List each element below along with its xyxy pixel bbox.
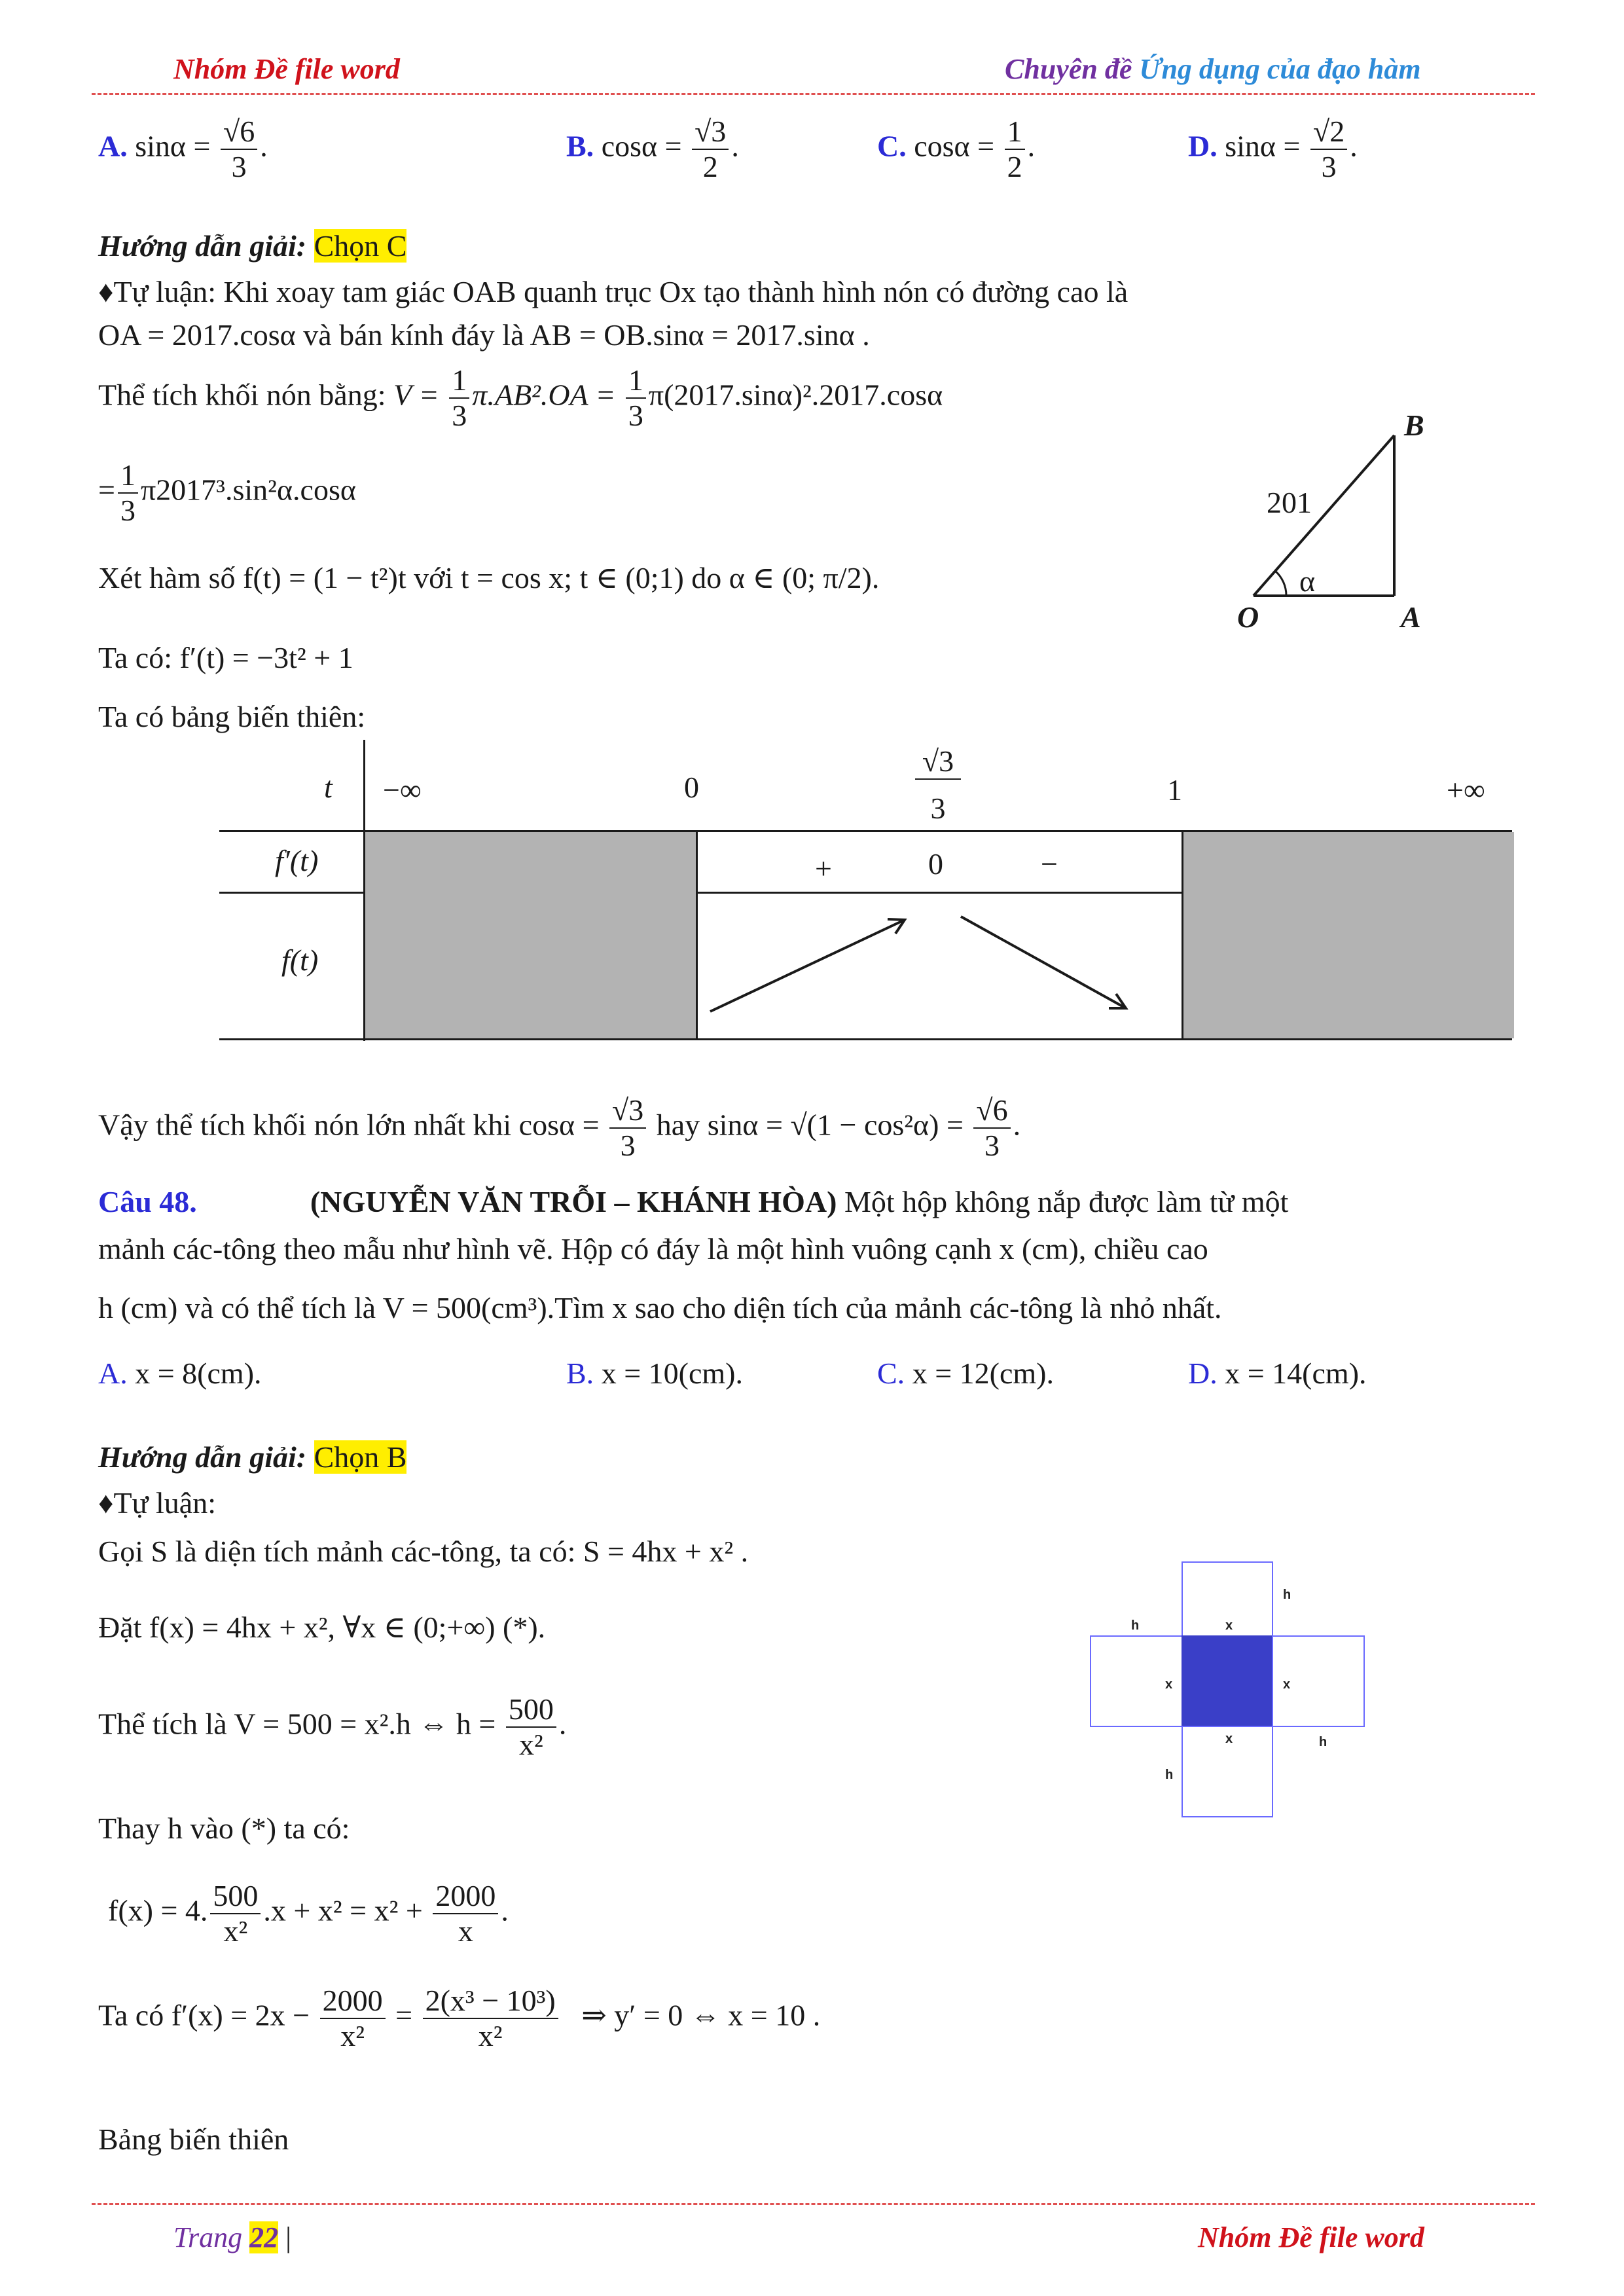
q48-line2: mảnh các-tông theo mẫu như hình vẽ. Hộp có đáy là một hình vuông cạnh x (cm), chiều cao bbox=[98, 1232, 1208, 1266]
sol47-line3c: π.AB².OA = bbox=[472, 378, 616, 412]
frac-h-den: x² bbox=[518, 1728, 543, 1761]
sol47-line3a: Thể tích khối nón bằng: bbox=[98, 378, 386, 412]
answer-b-text: cosα = bbox=[601, 129, 682, 163]
net-label-h-top: h bbox=[1283, 1588, 1291, 1602]
frac6b-num: 2000 bbox=[433, 1879, 498, 1914]
footer-page-prefix: Trang bbox=[173, 2221, 250, 2253]
sol47-title: Hướng dẫn giải: bbox=[98, 229, 307, 263]
vertex-o: O bbox=[1237, 600, 1259, 634]
q48-answer-d bbox=[1188, 1355, 1367, 1392]
answer-c-label: C. bbox=[877, 129, 907, 163]
answer-b-fraction bbox=[692, 115, 729, 184]
net-label-x-left: x bbox=[1165, 1677, 1173, 1692]
table1-gray-left bbox=[365, 832, 698, 1038]
q47-answer-d: D. sinα = $\frac{√2}{3}$ . bbox=[1188, 115, 1358, 183]
frac7b-den: x² bbox=[478, 2019, 503, 2052]
sol47-line2: OA = 2017.cosα và bán kính đáy là AB = OB.sinα = 2017.sinα . bbox=[98, 318, 870, 352]
net-label-x-bottom: x bbox=[1225, 1732, 1233, 1746]
conclusion-frac1 bbox=[609, 1093, 646, 1163]
q48-c-text: x = 12(cm). bbox=[912, 1357, 1054, 1390]
q48-line1-rest: Một hộp không nắp được làm từ một bbox=[844, 1185, 1289, 1218]
sol47-heading bbox=[98, 228, 406, 264]
frac2-num: 1 bbox=[626, 363, 646, 399]
table1-row-fp: f′(t) bbox=[275, 844, 319, 877]
net-label-x-right: x bbox=[1283, 1677, 1291, 1692]
vertex-a: A bbox=[1401, 600, 1421, 634]
sol48-frac-h bbox=[506, 1692, 556, 1762]
net-label-x-top: x bbox=[1225, 1618, 1233, 1633]
q48-answer-b bbox=[566, 1355, 743, 1392]
t-value-1: 1 bbox=[1167, 773, 1182, 807]
sol48-frac6a bbox=[210, 1879, 261, 1948]
sol47-line7: Ta có bảng biến thiên: bbox=[98, 700, 366, 733]
fp-zero: 0 bbox=[928, 847, 943, 881]
q48-source: (NGUYỄN VĂN TRỖI – KHÁNH HÒA) bbox=[310, 1185, 837, 1218]
answer-a-num: √6 bbox=[221, 115, 257, 150]
sol47-line4-text: π2017³.sin²α.cosα bbox=[140, 473, 356, 507]
answer-a-den: 3 bbox=[231, 150, 247, 183]
q48-d-label: D. bbox=[1188, 1357, 1218, 1390]
net-base bbox=[1182, 1635, 1273, 1727]
frac6a-num: 500 bbox=[210, 1879, 261, 1914]
answer-b-num: √3 bbox=[692, 115, 729, 150]
header-right-highlight: Ứng dụng của đạo hàm bbox=[1139, 53, 1421, 85]
answer-c-den: 2 bbox=[1007, 150, 1022, 183]
sol48-choice: Chọn B bbox=[314, 1440, 407, 1474]
sol48-line6: f(x) = 4. $\frac{500}{\text{x²}}$ .x + x² = x² + $\frac{2000}{x}$ . bbox=[108, 1879, 509, 1948]
frac7a-den: x² bbox=[340, 2019, 365, 2052]
answer-c-text: cosα = bbox=[914, 129, 995, 163]
q48-a-label: A. bbox=[98, 1357, 128, 1390]
answer-c-fraction bbox=[1005, 115, 1025, 184]
answer-a-text: sinα = bbox=[135, 129, 211, 163]
answer-d-num: √2 bbox=[1310, 115, 1347, 150]
cfrac1-den: 3 bbox=[620, 1129, 636, 1162]
sol47-conclusion: Vậy thể tích khối nón lớn nhất khi cosα = $\frac{√3}{3}$ hay sinα = √(1 − cos²α) = $\frac{√6}{3}$ . bbox=[98, 1093, 1021, 1162]
answer-d-label: D. bbox=[1188, 129, 1218, 163]
footer-sep: | bbox=[285, 2221, 291, 2253]
sol48-frac7a bbox=[320, 1984, 386, 2053]
answer-a-label: A. bbox=[98, 129, 128, 163]
q48-d-text: x = 14(cm). bbox=[1225, 1357, 1367, 1390]
frac3-den: 3 bbox=[120, 494, 135, 527]
table1-hline3 bbox=[219, 1038, 1512, 1040]
sol48-line5: Thay h vào (*) ta có: bbox=[98, 1812, 350, 1845]
sol47-frac2 bbox=[626, 363, 646, 433]
net-label-h-bottom: h bbox=[1165, 1768, 1174, 1782]
sol48-line7-eq: = bbox=[395, 1998, 413, 2032]
q48-b-label: B. bbox=[566, 1357, 594, 1390]
t-value-pos-inf: +∞ bbox=[1447, 773, 1485, 807]
frac2-den: 3 bbox=[628, 399, 643, 432]
angle-arc bbox=[1275, 571, 1286, 596]
frac-h-num: 500 bbox=[506, 1692, 556, 1728]
table1-row-t: t bbox=[324, 771, 333, 804]
arrow-down bbox=[961, 917, 1126, 1008]
cfrac2-den: 3 bbox=[984, 1129, 1000, 1162]
sol48-line3: Đặt f(x) = 4hx + x², ∀x ∈ (0;+∞) (*). bbox=[98, 1611, 546, 1644]
t-value-0: 0 bbox=[684, 771, 699, 804]
sol48-line7b: ⇒ y′ = 0 ⇔ x = 10 . bbox=[581, 1998, 821, 2032]
frac1-num: 1 bbox=[449, 363, 469, 399]
table1-gray-right bbox=[1182, 832, 1514, 1038]
answer-b-den: 2 bbox=[702, 150, 718, 183]
answer-a-fraction bbox=[221, 115, 257, 184]
footer-right: Nhóm Đề file word bbox=[1198, 2221, 1424, 2253]
t-value-sqrt3-den: 3 bbox=[930, 792, 946, 825]
sol48-line8: Bảng biến thiên bbox=[98, 2123, 289, 2156]
cfrac2-num: √6 bbox=[973, 1093, 1010, 1129]
footer-divider bbox=[92, 2203, 1535, 2205]
sol48-line4: Thể tích là V = 500 = x².h ⇔ h = $\frac{500}{\text{x²}}$ . bbox=[98, 1692, 567, 1761]
sol47-line3 bbox=[98, 363, 943, 433]
sol48-line6a: f(x) = 4. bbox=[108, 1893, 208, 1927]
q47-answer-a: A. sinα = $\frac{√6}{3}$ . bbox=[98, 115, 268, 183]
net-label-h-left: h bbox=[1131, 1618, 1140, 1633]
q48-a-text: x = 8(cm). bbox=[135, 1357, 262, 1390]
sol48-frac6b bbox=[433, 1879, 498, 1948]
answer-b-label: B. bbox=[566, 129, 594, 163]
table1-arrows bbox=[694, 903, 1152, 1034]
sol48-frac7b bbox=[423, 1984, 558, 2053]
sol47-line3d: π(2017.sinα)².2017.cosα bbox=[648, 378, 943, 412]
table1-row-f: f(t) bbox=[281, 943, 319, 977]
answer-d-fraction bbox=[1310, 115, 1347, 184]
vertex-b: B bbox=[1404, 409, 1424, 442]
frac7a-num: 2000 bbox=[320, 1984, 386, 2019]
frac7b-num: 2(x³ − 10³) bbox=[423, 1984, 558, 2019]
sol48-title: Hướng dẫn giải: bbox=[98, 1440, 307, 1474]
header-divider bbox=[92, 93, 1535, 95]
sol48-line7a: Ta có f′(x) = 2x − bbox=[98, 1998, 310, 2032]
sol48-line6b: .x + x² = x² + bbox=[263, 1893, 423, 1927]
q48-b-text: x = 10(cm). bbox=[601, 1357, 743, 1390]
sol47-frac1 bbox=[449, 363, 469, 433]
answer-d-den: 3 bbox=[1321, 150, 1337, 183]
side-label: 201 bbox=[1267, 486, 1312, 519]
footer-page-number: 22 bbox=[249, 2221, 279, 2253]
net-label-h-right: h bbox=[1319, 1735, 1327, 1749]
t-value-sqrt3-num: √3 bbox=[915, 744, 961, 780]
frac1-den: 3 bbox=[452, 399, 467, 432]
q48-answer-c bbox=[877, 1355, 1054, 1392]
cfrac1-num: √3 bbox=[609, 1093, 646, 1129]
angle-label: α bbox=[1299, 564, 1316, 598]
frac6a-den: x² bbox=[223, 1914, 248, 1948]
q48-answer-a bbox=[98, 1355, 262, 1392]
answer-c-num: 1 bbox=[1005, 115, 1025, 150]
frac6b-den: x bbox=[458, 1914, 473, 1948]
sol47-line1: ♦Tự luận: Khi xoay tam giác OAB quanh trục Ox tạo thành hình nón có đường cao là bbox=[98, 275, 1128, 308]
header-left: Nhóm Đề file word bbox=[173, 53, 400, 85]
t-value-neg-inf: −∞ bbox=[383, 773, 422, 807]
sol48-line4a: Thể tích là V = 500 = x².h ⇔ h = bbox=[98, 1707, 496, 1741]
header-right bbox=[1005, 52, 1421, 86]
footer-page bbox=[173, 2221, 291, 2254]
q48-line3: h (cm) và có thể tích là V = 500(cm³).Tìm x sao cho diện tích của mảnh các-tông là nhỏ nhất. bbox=[98, 1291, 1222, 1324]
sol48-line1: ♦Tự luận: bbox=[98, 1486, 216, 1520]
fp-minus: − bbox=[1041, 847, 1058, 881]
answer-d-text: sinα = bbox=[1225, 129, 1301, 163]
conclusion-a: Vậy thể tích khối nón lớn nhất khi cosα = bbox=[98, 1108, 600, 1142]
sol47-choice: Chọn C bbox=[314, 229, 407, 263]
conclusion-frac2 bbox=[973, 1093, 1010, 1163]
sol48-line7 bbox=[98, 1984, 820, 2053]
q48-label: Câu 48. bbox=[98, 1185, 197, 1218]
q48-line1 bbox=[98, 1184, 1288, 1220]
sol47-line4: = $\frac{1}{3}$ π2017³.sin²α.cosα bbox=[98, 458, 356, 527]
conclusion-b: hay sinα = √(1 − cos²α) = bbox=[656, 1108, 964, 1142]
fp-plus: + bbox=[815, 852, 832, 885]
q47-answer-b: B. cosα = $\frac{√3}{2}$ . bbox=[566, 115, 739, 183]
header-right-prefix: Chuyên đề bbox=[1005, 53, 1140, 85]
sol48-heading bbox=[98, 1439, 406, 1476]
sol47-line6: Ta có: f′(t) = −3t² + 1 bbox=[98, 641, 353, 674]
sol47-frac3 bbox=[118, 458, 138, 528]
arrow-up bbox=[710, 920, 905, 1011]
sol47-line3b: V = bbox=[393, 378, 439, 412]
q47-answer-c: C. cosα = $\frac{1}{2}$ . bbox=[877, 115, 1036, 183]
sol48-line2: Gọi S là diện tích mảnh các-tông, ta có: S = 4hx + x² . bbox=[98, 1535, 749, 1568]
q48-c-label: C. bbox=[877, 1357, 905, 1390]
frac3-num: 1 bbox=[118, 458, 138, 494]
sol47-line5: Xét hàm số f(t) = (1 − t²)t với t = cos x; t ∈ (0;1) do α ∈ (0; π/2). bbox=[98, 561, 880, 594]
